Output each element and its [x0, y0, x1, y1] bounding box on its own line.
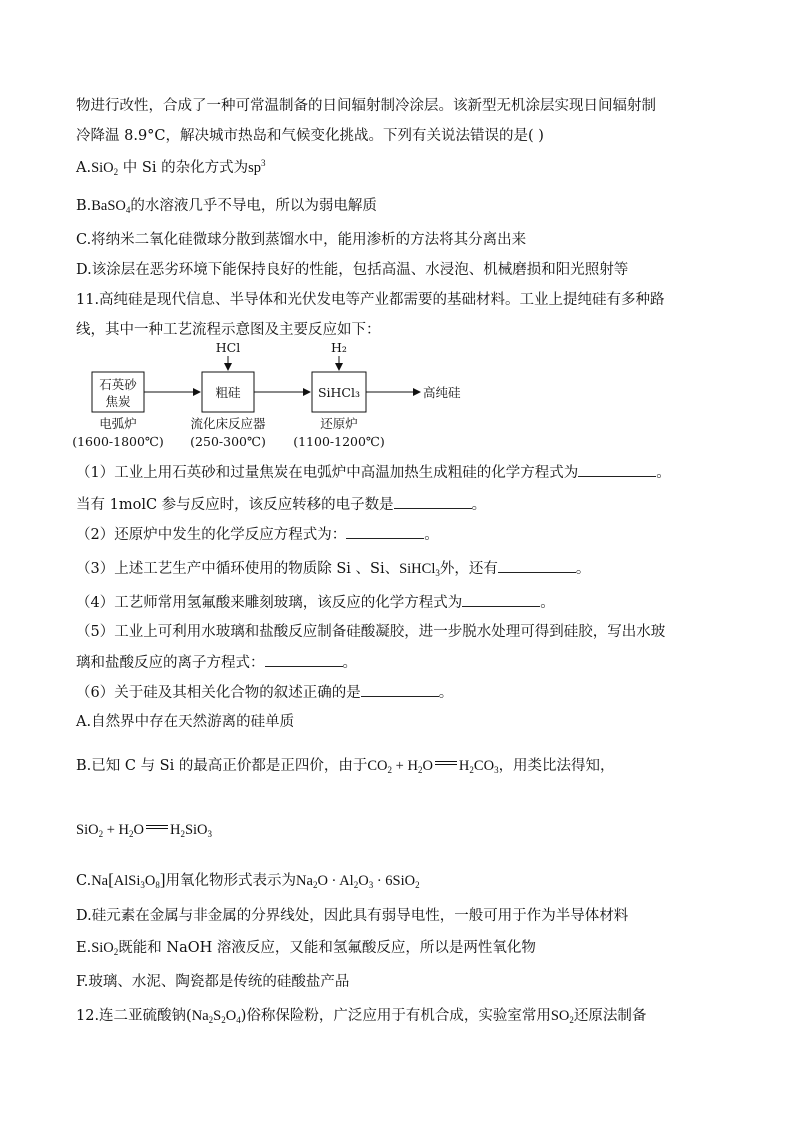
part-text: Si、 — [370, 561, 400, 577]
box2-label: 粗硅 — [215, 385, 241, 400]
answer-blank — [265, 652, 343, 667]
answer-blank — [462, 592, 540, 607]
option-label: A. — [76, 160, 92, 176]
box1-label-line1: 石英砂 — [99, 377, 137, 392]
formula-oxide-form: $Na_2O \cdot Al_2O_3 \cdot 6SiO_2$ — [296, 873, 420, 890]
stage2-temp: (250-300℃) — [190, 434, 266, 449]
q11-option-c — [76, 870, 420, 891]
formula-sp3: $sp^3$ — [248, 158, 266, 176]
part-text: （1）工业上用石英砂和过量焦炭在电弧炉中高温加热生成粗硅的化学方程式为 — [76, 465, 579, 481]
punct: 。 — [575, 561, 591, 577]
formula-sihcl3: SiHCl$_3$ — [399, 561, 440, 578]
q11-part3 — [76, 558, 590, 579]
q10-option-d: D.该涂层在恶劣环境下能保持良好的性能，包括高温、水浸泡、机械磨损和阳光照射等 — [76, 262, 629, 278]
q11-part6 — [76, 682, 453, 703]
q11-stem-line2: 线，其中一种工艺流程示意图及主要反应如下： — [76, 322, 381, 338]
answer-blank — [498, 558, 576, 573]
formula-baso4: BaSO$_4$ — [91, 198, 131, 215]
q11-part4 — [76, 592, 555, 613]
q11-stem-line1: 11.高纯硅是现代信息、半导体和光伏发电等产业都需要的基础材料。工业上提纯硅有多种路 — [76, 292, 665, 308]
q11-part1-line2 — [76, 494, 486, 515]
question-text: 还原法制备 — [573, 1008, 647, 1024]
answer-blank — [346, 524, 424, 539]
part-text: 璃和盐酸反应的离子方程式： — [76, 655, 265, 671]
option-text: 既能和 NaOH 溶液反应，又能和氢氟酸反应，所以是两性氧化物 — [118, 940, 536, 956]
option-text: ，用类比法得知， — [498, 758, 615, 774]
formula-sio2: SiO$_2$ — [91, 940, 119, 957]
reagent-h2: H₂ — [331, 340, 347, 355]
punct: 。 — [438, 685, 454, 701]
q11-part5-line1: （5）工业上可利用水玻璃和盐酸反应制备硅酸凝胶，进一步脱水处理可得到硅胶，写出水玻 — [76, 624, 666, 640]
process-flow-diagram — [70, 340, 510, 455]
option-label: C. — [76, 873, 92, 889]
stage2-label: 流化床反应器 — [190, 416, 266, 431]
q10-stem-line2: 冷降温 8.9°C，解决城市热岛和气候变化挑战。下列有关说法错误的是( ) — [76, 128, 544, 144]
answer-blank — [394, 494, 472, 509]
product-label: 高纯硅 — [423, 385, 461, 400]
q10-option-a — [76, 158, 265, 178]
q11-option-b — [76, 756, 615, 776]
option-text: 用氧化物形式表示为 — [165, 873, 297, 889]
part-text: （6）关于硅及其相关化合物的叙述正确的是 — [76, 685, 361, 701]
reagent-hcl: HCl — [215, 340, 241, 355]
q11-option-e — [76, 938, 536, 958]
formula-na2s2o4: $Na_2S_2O_4$ — [191, 1008, 241, 1025]
stage3-temp: (1100-1200℃) — [293, 434, 385, 449]
option-text: 的水溶液几乎不导电，所以为弱电解质 — [130, 198, 377, 214]
answer-blank — [361, 682, 439, 697]
punct: 。 — [471, 497, 487, 513]
formula-so2: $SO_2$ — [550, 1008, 574, 1025]
part-text: 外，还有 — [439, 561, 498, 577]
punct: 。 — [342, 655, 357, 671]
option-text: B.已知 C 与 Si 的最高正价都是正四价，由于 — [76, 758, 368, 774]
stage1-label: 电弧炉 — [99, 416, 137, 431]
box3-label: SiHCl₃ — [317, 385, 361, 400]
punct: 。 — [540, 595, 555, 611]
formula-feldspar: $Na[AlSi_3O_8]$ — [91, 870, 166, 890]
part-text: （2）还原炉中发生的化学反应方程式为： — [76, 527, 347, 543]
q10-option-c: C.将纳米二氧化硅微球分散到蒸馏水中，能用渗析的方法将其分离出来 — [76, 232, 527, 248]
q11-part2 — [76, 524, 439, 545]
q11-part1-line1 — [76, 462, 671, 483]
answer-blank — [578, 462, 656, 477]
q11-part5-line2 — [76, 652, 357, 673]
stage3-label: 还原炉 — [320, 416, 358, 431]
q10-option-b — [76, 196, 377, 216]
formula-co2-equation: $CO_2 + H_2O$ $H_2CO_3$ — [367, 758, 499, 775]
part-text: 当有 1molC 参与反应时，该反应转移的电子数是 — [76, 497, 394, 513]
part-text: （4）工艺师常用氢氟酸来雕刻玻璃，该反应的化学方程式为 — [76, 595, 463, 611]
part-text: （3）上述工艺生产中循环使用的物质除 Si 、 — [76, 561, 371, 577]
q11-option-d: D.硅元素在金属与非金属的分界线处，因此具有弱导电性，一般可用于作为半导体材料 — [76, 908, 629, 924]
question-text: )俗称保险粉，广泛应用于有机合成，实验室常用 — [240, 1008, 551, 1024]
stage1-temp: (1600-1800℃) — [72, 434, 164, 449]
q11-option-a: A.自然界中存在天然游离的硅单质 — [76, 714, 295, 730]
q11-option-f: F.玻璃、水泥、陶瓷都是传统的硅酸盐产品 — [76, 974, 350, 990]
formula-sio2: SiO$_2$ — [91, 160, 119, 177]
option-label: B. — [76, 198, 92, 214]
option-label: E. — [76, 940, 92, 956]
box1-label-line2: 焦炭 — [105, 394, 131, 409]
question-text: 12.连二亚硫酸钠( — [76, 1008, 192, 1024]
q10-stem-line1: 物进行改性，合成了一种可常温制备的日间辐射制冷涂层。该新型无机涂层实现日间辐射制 — [76, 98, 656, 114]
q11-option-b-formula — [76, 820, 212, 840]
option-text: 中 Si 的杂化方式为 — [122, 160, 249, 176]
punct: 。 — [424, 527, 439, 543]
q12-stem — [76, 1006, 646, 1026]
formula-sio2-equation: $SiO_2 + H_2O$ $H_2SiO_3$ — [76, 822, 213, 839]
punct: 。 — [656, 465, 671, 481]
